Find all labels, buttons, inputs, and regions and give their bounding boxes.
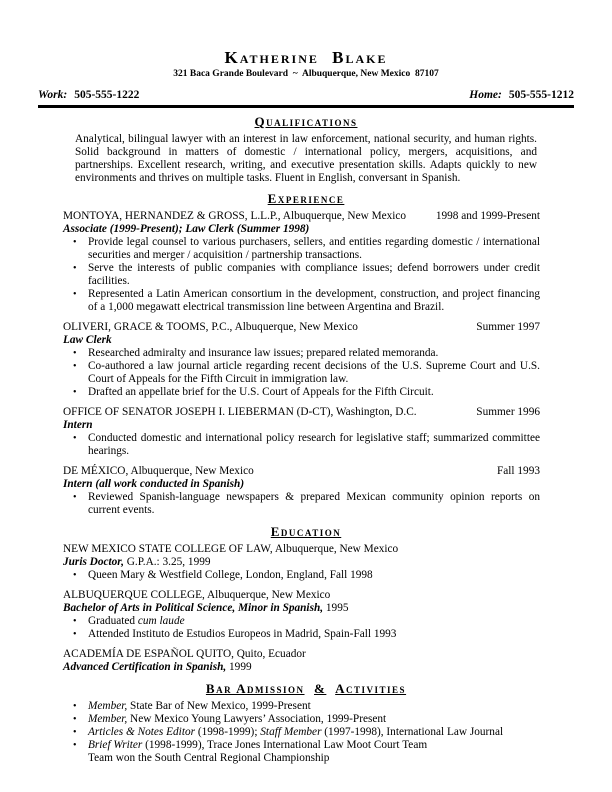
bullet-list — [63, 700, 540, 765]
degree-line: Advanced Certification in Spanish, 1999 — [63, 661, 252, 673]
experience-entries — [63, 210, 540, 517]
bullet-item — [63, 347, 540, 360]
bullet-item — [63, 360, 540, 386]
entry-head — [63, 465, 540, 478]
bullet-text: Brief Writer (1998-1999), Trace Jones International Law Moot Court Team — [88, 739, 428, 751]
experience-heading — [38, 191, 574, 206]
experience-entry — [63, 406, 540, 458]
bar-admission-entries — [63, 700, 540, 765]
bullet-item — [63, 491, 540, 517]
bullet-text: Conducted domestic and international policy research for legislative staff; summarized committee hearings. — [88, 432, 540, 457]
qualifications-heading-text: Qualifications — [254, 114, 358, 129]
qualifications-summary: Analytical, bilingual lawyer with an interest in law enforcement, national security, and human rights. Solid background in matters of domestic / international policy, mergers, acquisitions, and partnerships. Excellent research, writing, and executive presentation skills. Adapts quickly to new environments and thrives on multiple tasks. Fluent in English, conversant in Spanish. — [75, 133, 537, 184]
date-range: Summer 1996 — [476, 406, 540, 418]
qualifications-heading — [38, 114, 574, 129]
education-heading — [38, 524, 574, 539]
bullet-text: Represented a Latin American consortium in the development, construction, and project financing of a 1,000 megawatt electrical transmission line between Argentina and Brazil. — [88, 288, 540, 313]
bullet-list — [63, 615, 540, 641]
address-line: 321 Baca Grande Boulevard ~ Albuquerque, New Mexico 87107 — [173, 69, 439, 79]
degree-line: Juris Doctor, G.P.A.: 3.25, 1999 — [63, 556, 211, 568]
experience-entry — [63, 210, 540, 314]
work-label: Work: — [38, 89, 68, 101]
date-range: Fall 1993 — [497, 465, 540, 477]
bullet-item — [63, 700, 540, 713]
bullet-text: Attended Instituto de Estudios Europeos in Madrid, Spain-Fall 1993 — [88, 628, 397, 640]
bullet-text: Provide legal counsel to various purchasers, sellers, and entities regarding domestic / international securities and merger / acquisition / partnership transactions. — [88, 236, 540, 261]
bullet-text: Co-authored a law journal article regarding recent decisions of the U.S. Supreme Court and U.S. Court of Appeals for the Fifth Circuit in immigration law. — [88, 360, 540, 385]
bullet-item — [63, 628, 540, 641]
company-name: OFFICE OF SENATOR JOSEPH I. LIEBERMAN (D-CT), Washington, D.C. — [63, 406, 417, 418]
education-entry — [63, 589, 540, 641]
home-phone: 505-555-1212 — [508, 89, 574, 101]
education-section — [38, 524, 574, 674]
education-heading-text: Education — [270, 524, 342, 539]
experience-entry — [63, 321, 540, 399]
education-entry — [63, 648, 540, 674]
bullet-text: Member, State Bar of New Mexico, 1999-Present — [88, 700, 311, 712]
bullet-item — [63, 726, 540, 739]
experience-entry — [63, 465, 540, 517]
bullet-item — [63, 386, 540, 399]
bullet-list — [63, 236, 540, 314]
entry-head — [63, 321, 540, 334]
school-name: NEW MEXICO STATE COLLEGE OF LAW, Albuquerque, New Mexico — [63, 543, 399, 555]
bullet-item — [63, 262, 540, 288]
experience-section — [38, 191, 574, 517]
phone-row — [38, 89, 574, 102]
company-name: OLIVERI, GRACE & TOOMS, P.C., Albuquerque, New Mexico — [63, 321, 358, 333]
bullet-text: Queen Mary & Westfield College, London, England, Fall 1998 — [88, 569, 373, 581]
bullet-text: Member, New Mexico Young Lawyers’ Association, 1999-Present — [88, 713, 387, 725]
bullet-item — [63, 236, 540, 262]
bullet-item — [63, 739, 540, 765]
bullet-list — [63, 432, 540, 458]
bullet-text: Researched admiralty and insurance law issues; prepared related memoranda. — [88, 347, 439, 359]
bullet-text: Articles & Notes Editor (1998-1999); Staff Member (1997-1998), International Law Journal — [88, 726, 504, 738]
job-title: Intern — [63, 419, 93, 431]
entry-head — [63, 406, 540, 419]
company-name: MONTOYA, HERNANDEZ & GROSS, L.L.P., Albuquerque, New Mexico — [63, 210, 407, 222]
bullet-list — [63, 491, 540, 517]
work-phone-group — [38, 89, 139, 102]
bullet-text: Graduated cum laude — [88, 615, 185, 627]
date-range: 1998 and 1999-Present — [435, 210, 540, 222]
bullet-text: Reviewed Spanish-language newspapers & prepared Mexican community opinion reports on current events. — [88, 491, 540, 516]
bullet-item — [63, 288, 540, 314]
person-name: Katherine Blake — [224, 48, 388, 67]
bar-admission-heading: Bar Admission & Activities — [205, 681, 407, 696]
bullet-item — [63, 615, 540, 628]
bullet-list — [63, 347, 540, 399]
bullet-list — [63, 569, 540, 582]
bullet-text: Serve the interests of public companies with compliance issues; defend borrowers under credit facilities. — [88, 262, 540, 287]
job-title: Law Clerk — [63, 334, 112, 346]
team-note: Team won the South Central Regional Championship — [88, 752, 330, 764]
bullet-text: Drafted an appellate brief for the U.S. Court of Appeals for the Fifth Circuit. — [88, 386, 434, 398]
header-rule — [38, 105, 574, 108]
bullet-item — [63, 569, 540, 582]
school-name: ACADEMÍA DE ESPAÑOL QUITO, Quito, Ecuador — [63, 648, 306, 660]
company-name: DE MÉXICO, Albuquerque, New Mexico — [63, 465, 254, 477]
bullet-item — [63, 713, 540, 726]
home-label: Home: — [469, 89, 502, 101]
date-range: Summer 1997 — [476, 321, 540, 333]
entry-head — [63, 210, 540, 223]
resume-header — [38, 48, 574, 108]
degree-line: Bachelor of Arts in Political Science, Minor in Spanish, 1995 — [63, 602, 349, 614]
qualifications-section — [38, 114, 574, 185]
bullet-item — [63, 432, 540, 458]
experience-heading-text: Experience — [267, 191, 345, 206]
school-name: ALBUQUERQUE COLLEGE, Albuquerque, New Mexico — [63, 589, 331, 601]
bar-admission-section — [38, 681, 574, 765]
job-title: Associate (1999-Present); Law Clerk (Summer 1998) — [63, 223, 310, 235]
job-title: Intern (all work conducted in Spanish) — [63, 478, 245, 490]
work-phone: 505-555-1222 — [74, 89, 140, 101]
education-entries — [63, 543, 540, 674]
education-entry — [63, 543, 540, 582]
home-phone-group — [469, 89, 574, 102]
